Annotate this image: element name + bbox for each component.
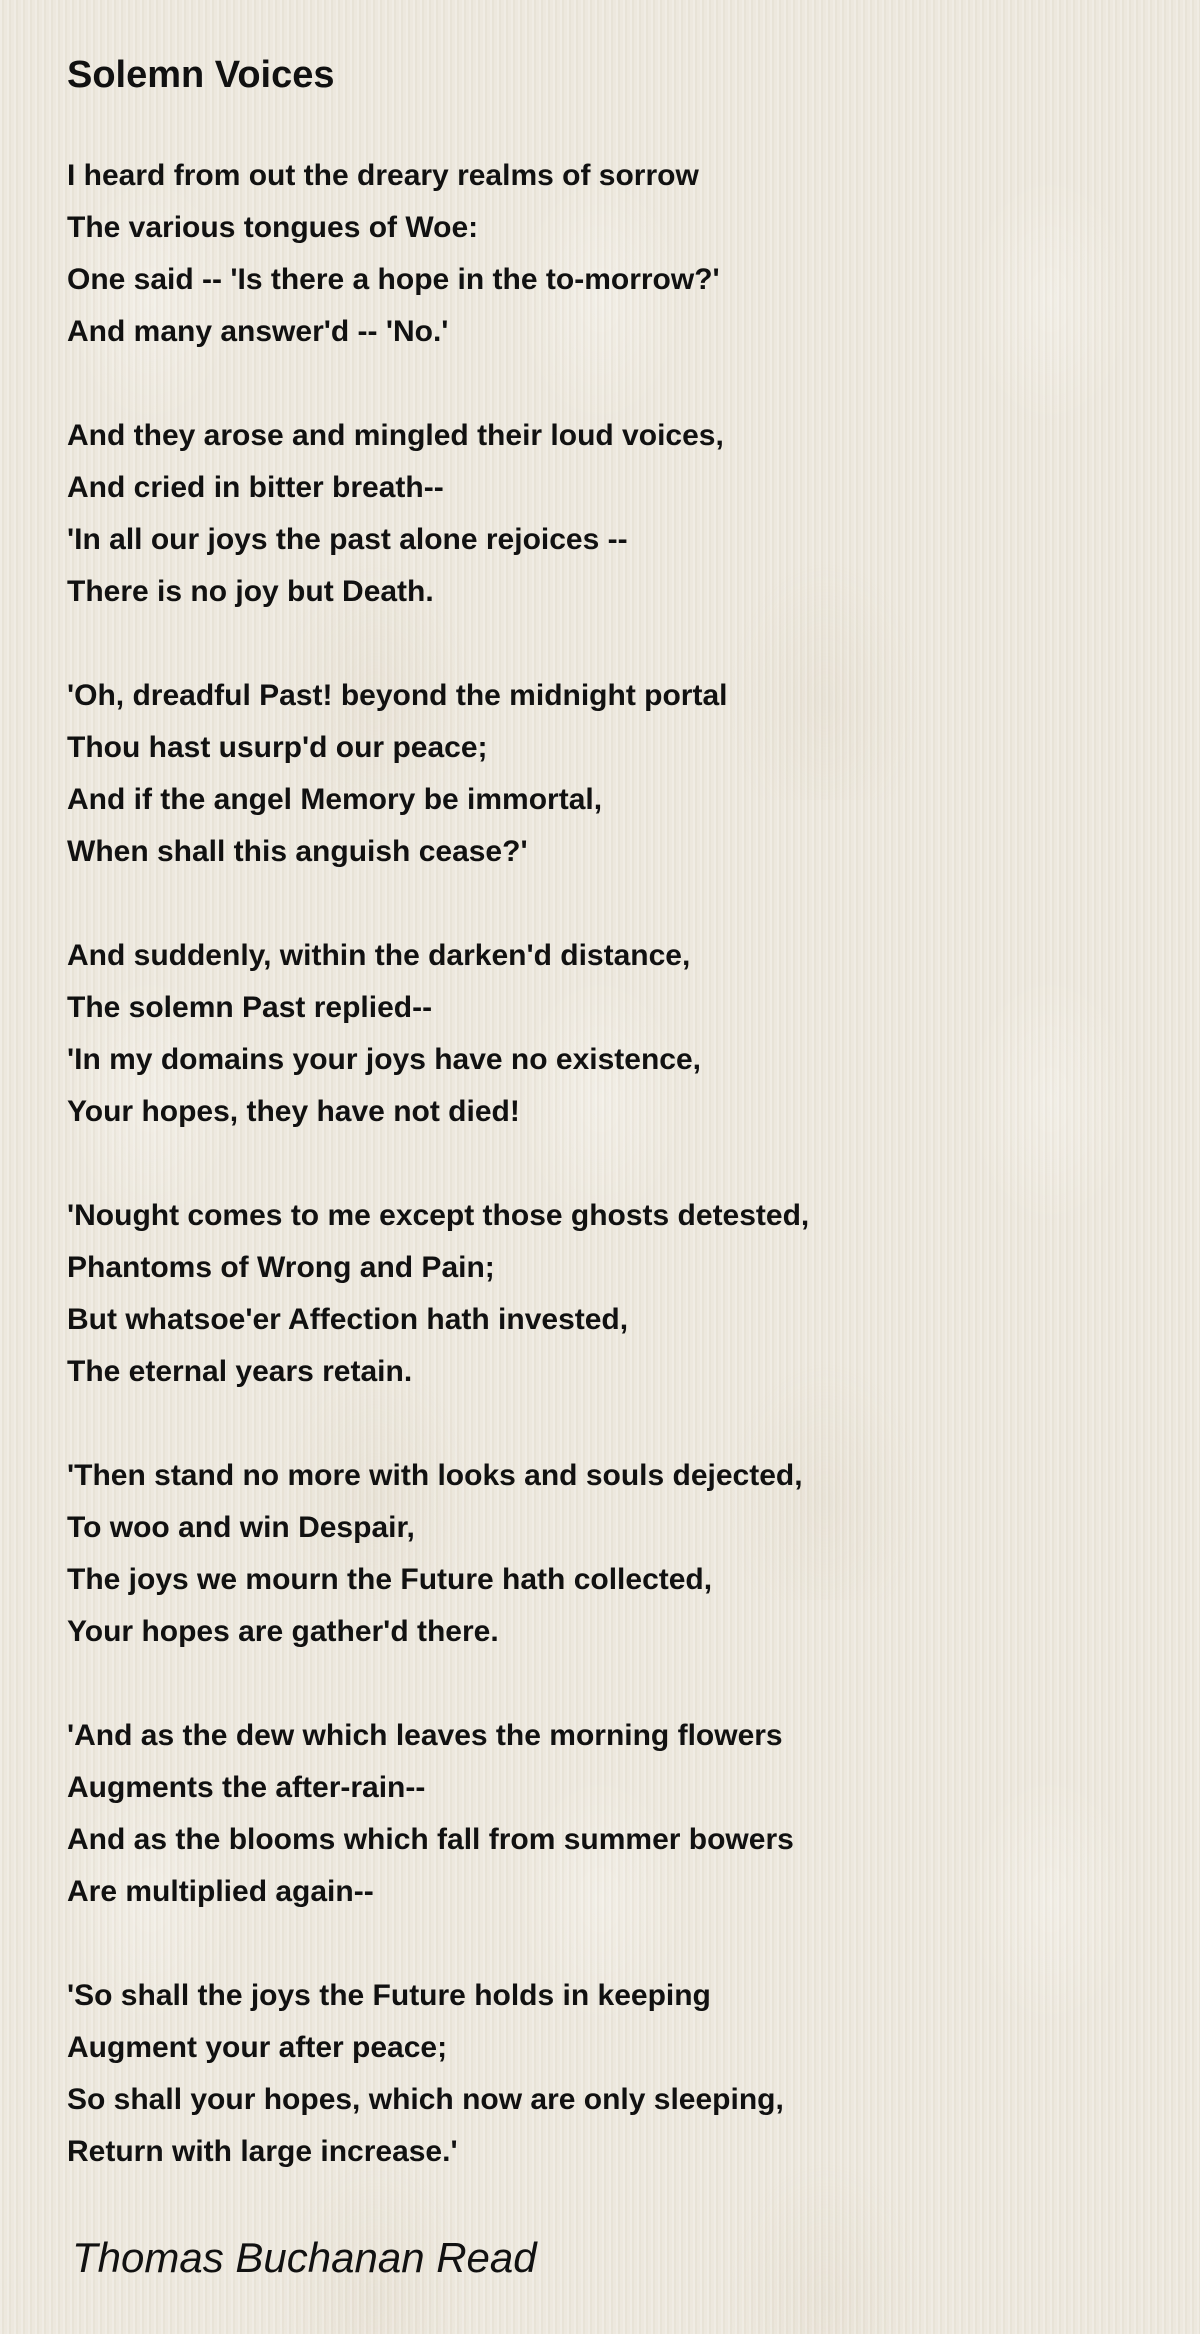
poem-line: 'And as the dew which leaves the morning flowers [67, 1719, 783, 1752]
poem-line: Phantoms of Wrong and Pain; [67, 1251, 495, 1284]
poem-line: 'In my domains your joys have no existence, [67, 1043, 702, 1076]
poem-line: The eternal years retain. [67, 1355, 413, 1388]
poem-line: When shall this anguish cease?' [67, 835, 528, 868]
poem-line: 'Then stand no more with looks and souls dejected, [67, 1459, 803, 1492]
stanza-8 [67, 1970, 809, 2178]
poem-line: Your hopes are gather'd there. [67, 1615, 499, 1648]
poem-line: Thou hast usurp'd our peace; [67, 731, 488, 764]
stanza-4 [67, 930, 809, 1138]
poem-line: But whatsoe'er Affection hath invested, [67, 1303, 629, 1336]
poem-body [67, 150, 809, 2178]
stanza-7 [67, 1710, 809, 1918]
poem-line: 'In all our joys the past alone rejoices -- [67, 523, 628, 556]
poem-line: The joys we mourn the Future hath collected, [67, 1563, 713, 1596]
poem-line: 'Oh, dreadful Past! beyond the midnight portal [67, 679, 728, 712]
poem-line: Return with large increase.' [67, 2135, 458, 2168]
poem-line: To woo and win Despair, [67, 1511, 415, 1544]
poem-line: And cried in bitter breath-- [67, 471, 444, 504]
poem-line: Your hopes, they have not died! [67, 1095, 520, 1128]
stanza-6 [67, 1450, 809, 1658]
poem-line: And many answer'd -- 'No.' [67, 315, 449, 348]
poem-line: The various tongues of Woe: [67, 211, 479, 244]
poem-line: I heard from out the dreary realms of sorrow [67, 159, 699, 192]
poem-line: The solemn Past replied-- [67, 991, 433, 1024]
poem-line: And as the blooms which fall from summer bowers [67, 1823, 794, 1856]
poem-line: And they arose and mingled their loud voices, [67, 419, 724, 452]
poem-line: And if the angel Memory be immortal, [67, 783, 603, 816]
poem-line: There is no joy but Death. [67, 575, 434, 608]
poem-line: So shall your hopes, which now are only sleeping, [67, 2083, 784, 2116]
poem-author: Thomas Buchanan Read [72, 2234, 537, 2281]
stanza-5 [67, 1190, 809, 1398]
poem-line: Are multiplied again-- [67, 1875, 374, 1908]
poem-line: One said -- 'Is there a hope in the to-morrow?' [67, 263, 720, 296]
stanza-1 [67, 150, 809, 358]
poem-line: Augments the after-rain-- [67, 1771, 426, 1804]
poem-title: Solemn Voices [67, 54, 335, 96]
stanza-2 [67, 410, 809, 618]
poem-line: 'So shall the joys the Future holds in keeping [67, 1979, 711, 2012]
poem-line: And suddenly, within the darken'd distance, [67, 939, 691, 972]
stanza-3 [67, 670, 809, 878]
poem-line: 'Nought comes to me except those ghosts detested, [67, 1199, 810, 1232]
poem-line: Augment your after peace; [67, 2031, 448, 2064]
